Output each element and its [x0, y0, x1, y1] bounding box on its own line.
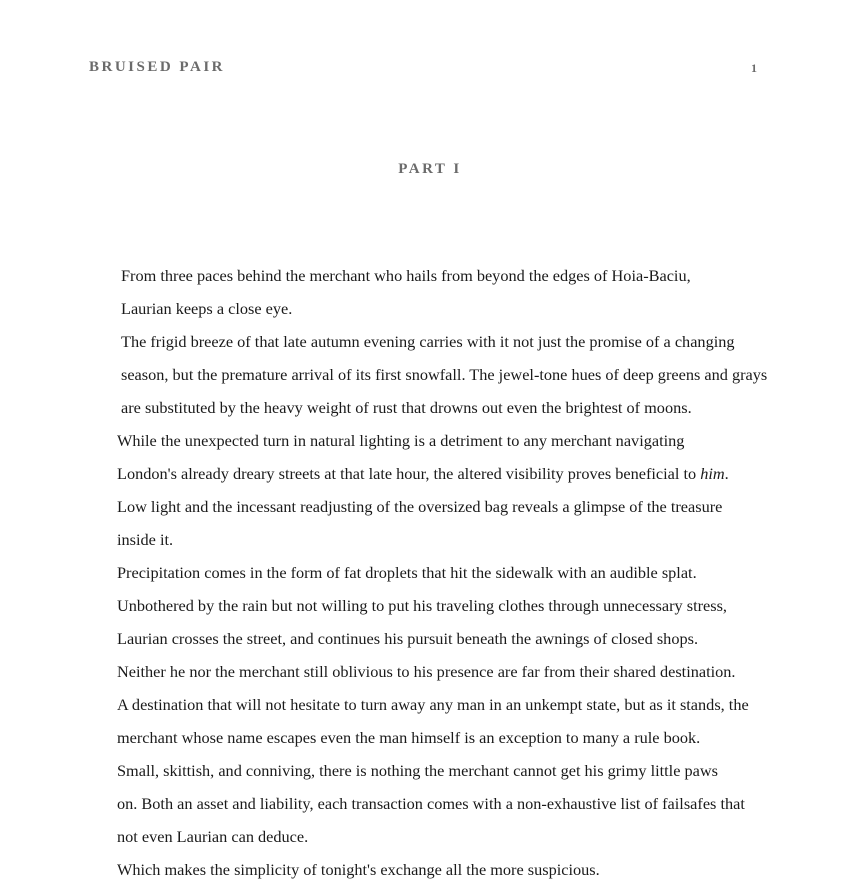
paragraph-4-line-2: inside it. [117, 530, 174, 549]
paragraph-4 [91, 490, 763, 556]
paragraph-5-line-3: Laurian crosses the street, and continues his pursuit beneath the awnings of closed shops. [117, 629, 699, 648]
paragraph-3-line-2 [91, 457, 763, 490]
paragraph-1-line-2: Laurian keeps a close eye. [121, 299, 293, 318]
paragraph-6-line-3: merchant whose name escapes even the man himself is an exception to many a rule book. [117, 728, 701, 747]
paragraph-6-line-2: A destination that will not hesitate to turn away any man in an unkempt state, but as it stands, the [117, 695, 749, 714]
paragraph-2-line-2: season, but the premature arrival of its first snowfall. The jewel-tone hues of deep greens and grays [121, 365, 768, 384]
paragraph-3-line-2-end: . [724, 464, 729, 483]
paragraph-7-line-2: on. Both an asset and liability, each transaction comes with a non-exhaustive list of failsafes that [117, 794, 745, 813]
emphasis-him: him [700, 464, 725, 483]
paragraph-8-line-1: Which makes the simplicity of tonight's exchange all the more suspicious. [117, 860, 600, 879]
paragraph-6-line-1: Neither he nor the merchant still oblivious to his presence are far from their shared destination. [117, 662, 736, 681]
paragraph-1-line-1: From three paces behind the merchant who hails from beyond the edges of Hoia-Baciu, [121, 266, 691, 285]
paragraph-2-line-1: The frigid breeze of that late autumn evening carries with it not just the promise of a changing [121, 332, 735, 351]
paragraph-7-line-1: Small, skittish, and conniving, there is nothing the merchant cannot get his grimy little paws [117, 761, 718, 780]
paragraph-2 [91, 325, 768, 424]
paragraph-7 [91, 754, 763, 853]
page-number: 1 [751, 61, 757, 75]
paragraph-7-line-3: not even Laurian can deduce. [117, 827, 309, 846]
paragraph-3-line-2-text: London's already dreary streets at that late hour, the altered visibility proves beneficial to [117, 464, 701, 483]
paragraph-4-line-1: Low light and the incessant readjusting of the oversized bag reveals a glimpse of the treasure [117, 497, 723, 516]
part-title: PART I [398, 161, 462, 177]
paragraph-5-line-1: Precipitation comes in the form of fat droplets that hit the sidewalk with an audible splat. [117, 563, 697, 582]
paragraph-3 [91, 424, 763, 490]
body-text [91, 259, 768, 886]
running-header-title: BRUISED PAIR [89, 59, 225, 75]
paragraph-5-line-2: Unbothered by the rain but not willing to put his traveling clothes through unnecessary stress, [117, 596, 727, 615]
paragraph-1 [91, 259, 763, 325]
paragraph-5 [91, 556, 763, 655]
paragraph-6 [91, 655, 763, 754]
paragraph-3-line-1: While the unexpected turn in natural lighting is a detriment to any merchant navigating [117, 431, 685, 450]
paragraph-8 [91, 853, 763, 886]
paragraph-2-line-3: are substituted by the heavy weight of rust that drowns out even the brightest of moons. [121, 398, 692, 417]
